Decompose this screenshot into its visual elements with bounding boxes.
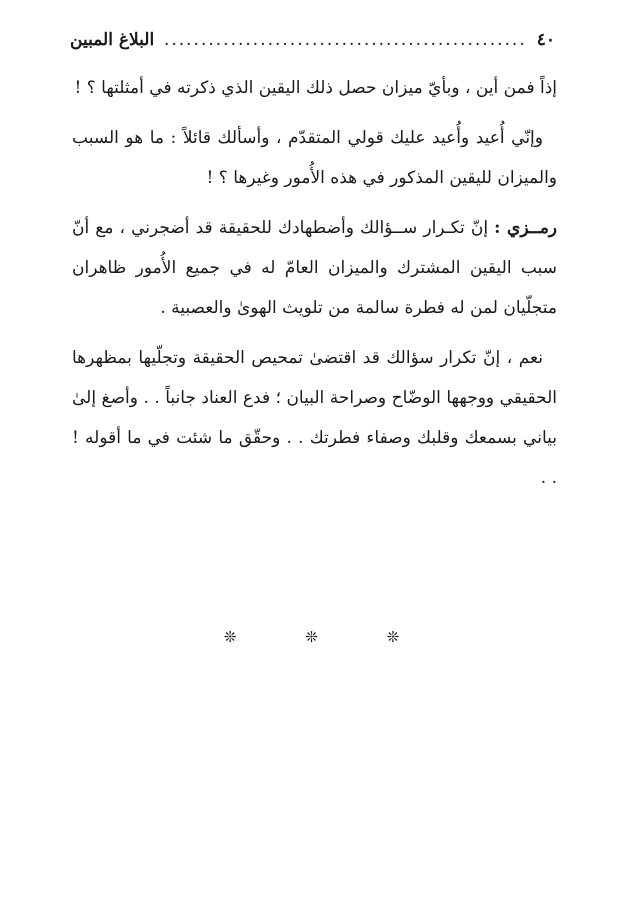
section-separator (0, 628, 623, 646)
asterism-icon: ❊ (223, 628, 237, 646)
running-title: البلاغ المبين (70, 30, 155, 50)
header-dot-leader (162, 30, 527, 50)
paragraph-text: وإنّي أُعيد وأُعيد عليك قولي المتقدّم ، وأسألك قائلاً : ما هو السبب والميزان لليقين المذكور في هذه الأُمور وغيرها ؟ ! (72, 128, 557, 188)
page-number: ٤٠ (536, 30, 555, 50)
paragraph-text: إنّ تكـرار ســؤالك وأضطهادك للحقيقة قد أضجرني ، مع أنّ سبب اليقين المشترك والميزان العامّ له في جميع الأُمور ظاهران متجلّيان لمن له فطرة سالمة من تلويث الهوىٰ والعصبية . (72, 218, 557, 318)
paragraph-2 (72, 118, 557, 198)
paragraph-text: نعم ، إنّ تكرار سؤالك قد اقتضىٰ تمحيص الحقيقة وتجلّيها بمظهرها الحقيقي ووجهها الوضّاح وصراحة البيان ؛ فدع العناد جانباً . . وأصغ إلىٰ بياني بسمعك وقلبك وصفاء فطرتك . . وحقّق ما شئت في ما أقوله ! . . (72, 348, 557, 488)
paragraph-1 (72, 68, 557, 108)
paragraph-4 (72, 338, 557, 498)
asterism-icon: ❊ (386, 628, 400, 646)
page-body (72, 68, 557, 508)
asterism-icon: ❊ (305, 628, 318, 646)
paragraph-text: إذاً فمن أين ، وبأيّ ميزان حصل ذلك اليقين الذي ذكرته في أمثلتها ؟ ! (74, 78, 557, 98)
page-header (70, 30, 555, 52)
speaker-name: رمــزي : (494, 218, 558, 238)
paragraph-3 (72, 208, 557, 328)
